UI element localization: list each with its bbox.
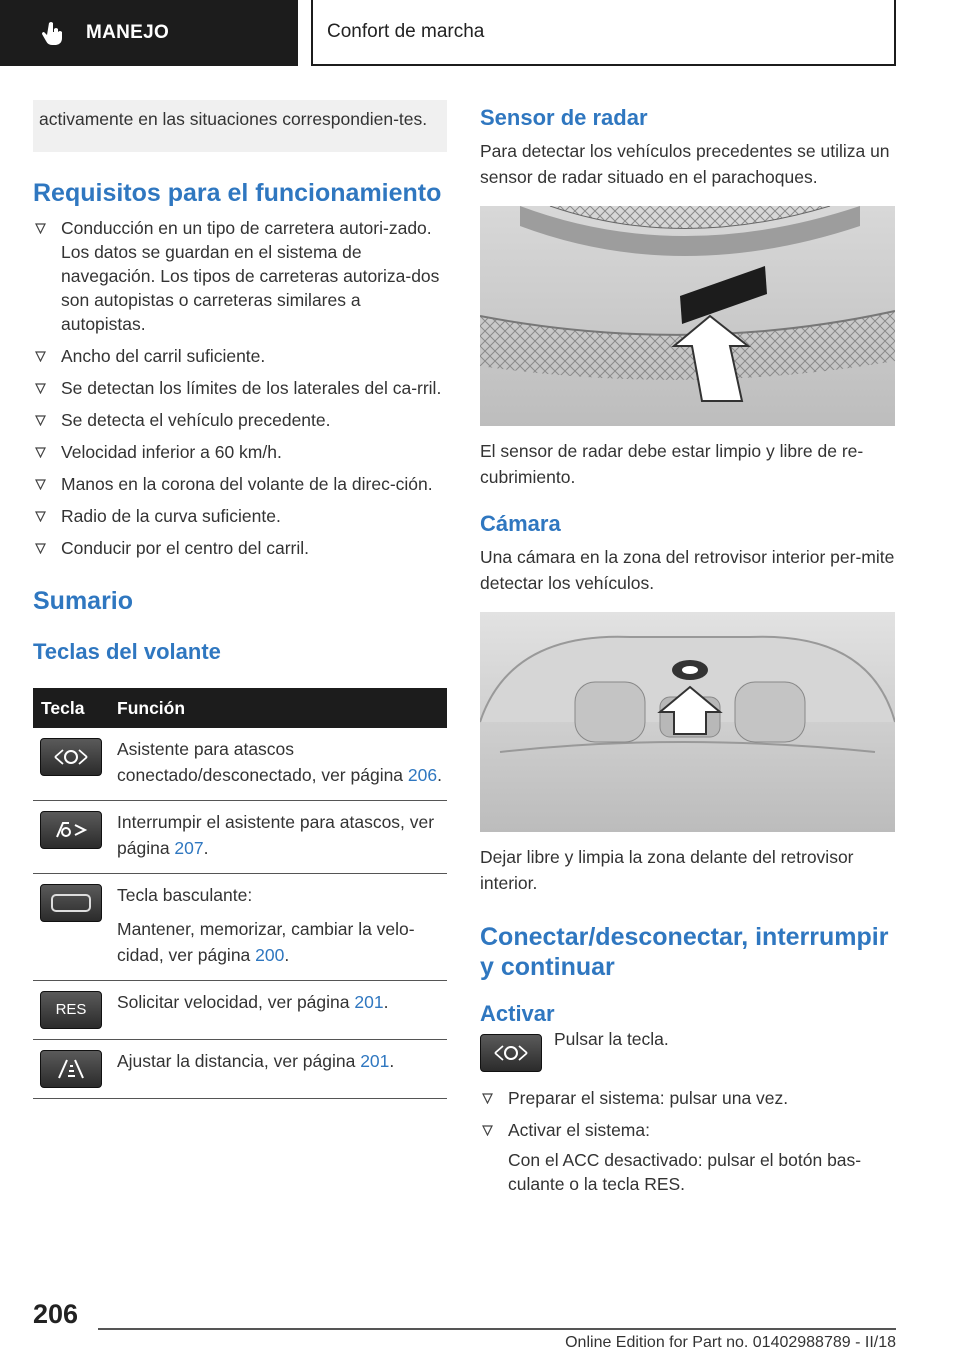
list-item: Se detecta el vehículo precedente. (33, 408, 447, 432)
distance-key-icon (40, 1050, 102, 1088)
camera-heading: Cámara (480, 511, 561, 536)
activar-row (480, 1026, 895, 1072)
radar-caption: El sensor de radar debe estar limpio y libre de re‐cubrimiento. (480, 441, 864, 487)
list-item: Manos en la corona del volante de la direc‐ción. (33, 472, 447, 496)
triangle-bullet-icon (482, 1093, 493, 1104)
requirements-list (33, 216, 447, 560)
page-link[interactable]: 201 (360, 1051, 390, 1071)
column-header-function: Función (109, 688, 447, 728)
chapter-box (311, 0, 896, 66)
right-column (480, 100, 895, 1196)
list-item: Conducción en un tipo de carretera autori‐zado. Los datos se guardan en el sistema de navegación. Los tipos de carreteras autoriza‐dos son autopistas o carreteras similares a autopistas. (33, 216, 447, 336)
table-row: Tecla basculante: Mantener, memorizar, cambiar la velo‐cidad, ver página 200. (33, 874, 447, 981)
camera-caption: Dejar libre y limpia la zona delante del retrovisor interior. (480, 847, 854, 893)
triangle-bullet-icon (35, 223, 46, 234)
rocker-switch-icon (40, 884, 102, 922)
sumario-heading: Sumario (33, 587, 134, 615)
page-link[interactable]: 201 (354, 992, 384, 1012)
radar-text: Para detectar los vehículos precedentes se utiliza un sensor de radar situado en el parachoques. (480, 141, 890, 187)
table-row: Asistente para atascos conectado/desconectado, ver página 206. (33, 728, 447, 801)
steering-assist-icon (40, 738, 102, 776)
triangle-bullet-icon (35, 351, 46, 362)
table-row: Ajustar la distancia, ver página 201. (33, 1040, 447, 1099)
requirements-heading: Requisitos para el funcionamiento (33, 179, 442, 207)
steering-assist-icon (480, 1034, 542, 1072)
triangle-bullet-icon (35, 511, 46, 522)
section-tab (0, 0, 298, 66)
list-item: Se detectan los límites de los laterales del ca‐rril. (33, 376, 447, 400)
radar-sensor-photo (480, 206, 895, 426)
triangle-bullet-icon (35, 415, 46, 426)
column-header-key: Tecla (33, 688, 109, 728)
note-box (33, 100, 447, 152)
keys-table (33, 688, 447, 1099)
list-item: Preparar el sistema: pulsar una vez. (480, 1086, 895, 1110)
triangle-bullet-icon (35, 543, 46, 554)
activar-list (480, 1086, 895, 1142)
camera-photo (480, 612, 895, 832)
page-link[interactable]: 206 (407, 765, 438, 785)
list-item: Radio de la curva suficiente. (33, 504, 447, 528)
triangle-bullet-icon (35, 479, 46, 490)
footer-divider (98, 1328, 896, 1330)
note-text: activamente en las situaciones correspondien‐tes. (39, 109, 428, 129)
triangle-bullet-icon (482, 1125, 493, 1136)
page-header (0, 0, 960, 66)
edition-text: Online Edition for Part no. 01402988789 - II/18 (565, 1334, 896, 1351)
triangle-bullet-icon (35, 383, 46, 394)
chapter-title: Confort de marcha (327, 21, 485, 42)
activar-text: Pulsar la tecla. (554, 1029, 669, 1049)
table-row: Interrumpir el asistente para atascos, ver página 207. (33, 801, 447, 874)
radar-heading: Sensor de radar (480, 105, 648, 130)
steering-interrupt-icon (40, 811, 102, 849)
page-number: 206 (33, 1299, 79, 1329)
table-row: RES Solicitar velocidad, ver página 201. (33, 981, 447, 1040)
table-header-row (33, 688, 447, 728)
triangle-bullet-icon (35, 447, 46, 458)
activar-subtext: Con el ACC desactivado: pulsar el botón bas‐culante o la tecla RES. (508, 1150, 862, 1194)
list-item: Conducir por el centro del carril. (33, 536, 447, 560)
section-label: MANEJO (86, 22, 170, 43)
camera-text: Una cámara en la zona del retrovisor interior per‐mite detectar los vehículos. (480, 547, 895, 593)
page-link[interactable]: 207 (174, 838, 204, 858)
teclas-heading: Teclas del volante (33, 639, 221, 664)
res-key-icon: RES (40, 991, 102, 1029)
page-link[interactable]: 200 (255, 945, 285, 965)
activar-heading: Activar (480, 1001, 555, 1026)
list-item: Ancho del carril suficiente. (33, 344, 447, 368)
left-column (33, 100, 447, 1099)
connect-heading: Conectar/desconectar, interrumpir y continuar (480, 923, 889, 981)
hand-pointer-icon (40, 20, 66, 46)
list-item: Activar el sistema: (480, 1118, 895, 1142)
list-item: Velocidad inferior a 60 km/h. (33, 440, 447, 464)
